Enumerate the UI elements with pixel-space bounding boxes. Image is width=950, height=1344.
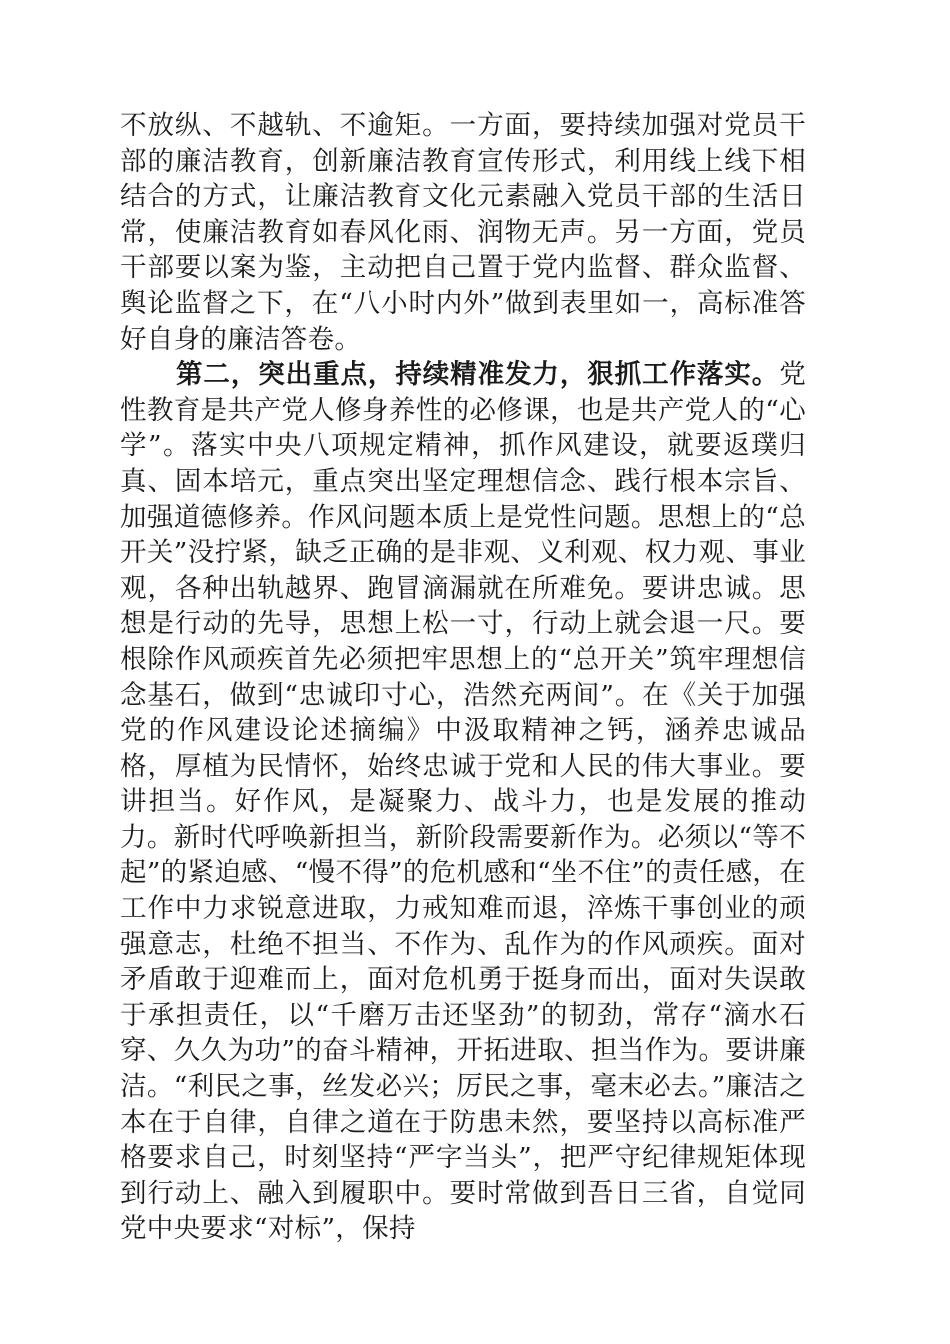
paragraph-continuation xyxy=(120,108,806,357)
paragraph-second-point xyxy=(120,357,806,1247)
paragraph-text: 党性教育是共产党人修身养性的必修课，也是共产党人的“心学”。落实中央八项规定精神，抓作风建设，就要返璞归真、固本培元，重点突出坚定理想信念、践行根本宗旨、加强道德修养。作风问题本质上是党性问题。思想上的“总开关”没拧紧，缺乏正确的是非观、义利观、权力观、事业观，各种出轨越界、跑冒滴漏就在所难免。要讲忠诚。思想是行动的先导，思想上松一寸，行动上就会退一尺。要根除作风顽疾首先必须把牢思想上的“总开关”筑牢理想信念基石，做到“忠诚印寸心，浩然充两间”。在《关于加强党的作风建设论述摘编》中汲取精神之钙，涵养忠诚品格，厚植为民情怀，始终忠诚于党和人民的伟大事业。要讲担当。好作风，是凝聚力、战斗力，也是发展的推动力。新时代呼唤新担当，新阶段需要新作为。必须以“等不起”的紧迫感、“慢不得”的危机感和“坐不住”的责任感，在工作中力求锐意进取，力戒知难而退，淬炼干事创业的顽强意志，杜绝不担当、不作为、乱作为的作风顽疾。面对矛盾敢于迎难而上，面对危机勇于挺身而出，面对失误敢于承担责任，以“千磨万击还坚劲”的韧劲，常存“滴水石穿、久久为功”的奋斗精神，开拓进取、担当作为。要讲廉洁。“利民之事，丝发必兴；厉民之事，毫末必去。”廉洁之本在于自律，自律之道在于防患未然，要坚持以高标准严格要求自己，时刻坚持“严字当头”，把严守纪律规矩体现到行动上、融入到履职中。要时常做到吾日三省，自觉同党中央要求“对标”，保持 xyxy=(120,359,806,1245)
document-page xyxy=(120,108,806,1247)
paragraph-text: 不放纵、不越轨、不逾矩。一方面，要持续加强对党员干部的廉洁教育，创新廉洁教育宣传形式，利用线上线下相结合的方式，让廉洁教育文化元素融入党员干部的生活日常，使廉洁教育如春风化雨、润物无声。另一方面，党员干部要以案为鉴，主动把自己置于党内监督、群众监督、舆论监督之下，在“八小时内外”做到表里如一，高标准答好自身的廉洁答卷。 xyxy=(120,110,806,355)
paragraph-heading: 第二，突出重点，持续精准发力，狠抓工作落实。 xyxy=(176,359,780,391)
